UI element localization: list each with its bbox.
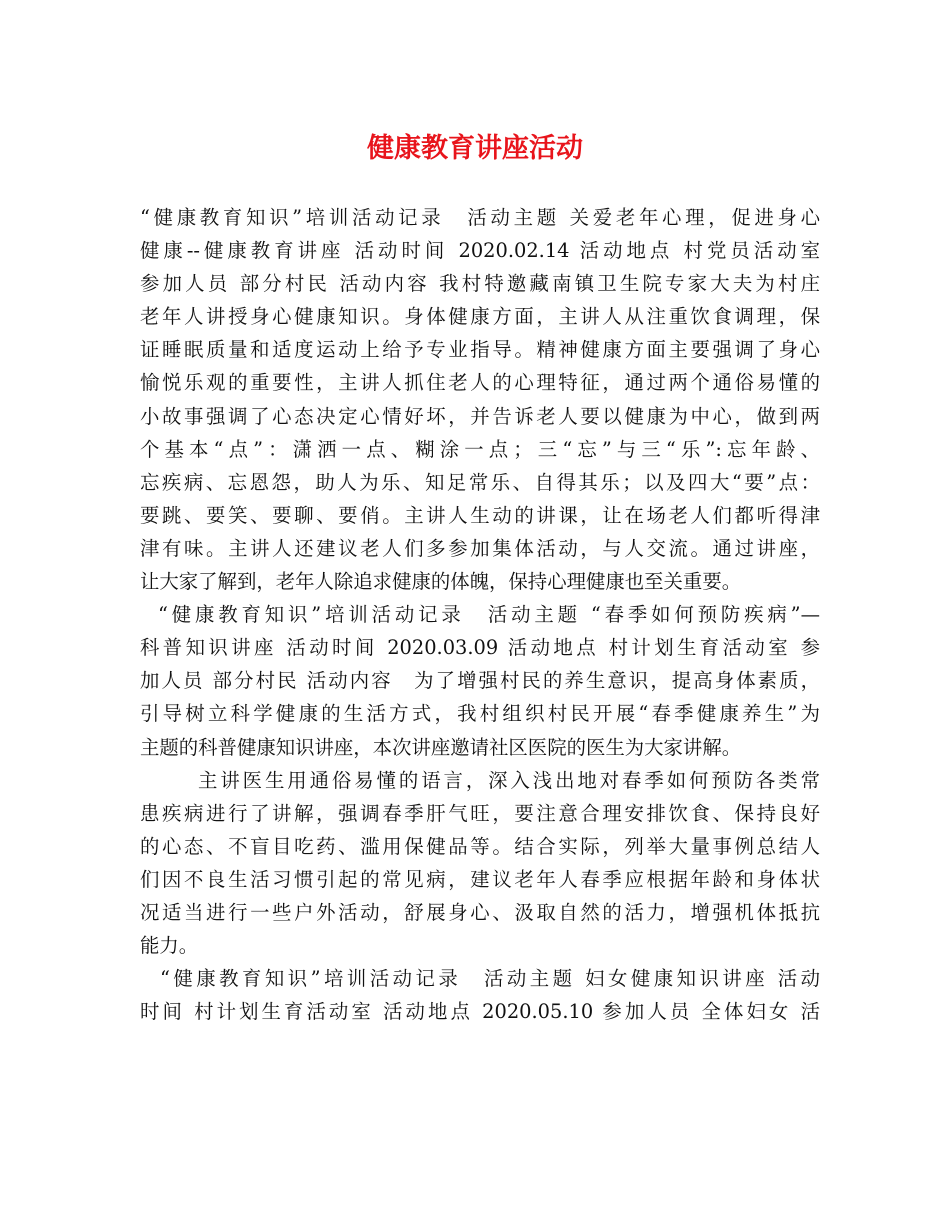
body-line: “健康教育知识”培训活动记录 活动主题 关爱老年心理，促进身心 [140, 206, 820, 229]
body-line: 时间 村计划生育活动室 活动地点 2020.05.10 参加人员 全体妇女 活 [140, 1000, 820, 1024]
body-line: 患疾病进行了讲解，强调春季肝气旺，要注意合理安排饮食、保持良好 [140, 801, 820, 825]
body-line: “健康教育知识”培训活动记录 活动主题 妇女健康知识讲座 活动 [160, 967, 820, 991]
body-line: 参加人员 部分村民 活动内容 我村特邀藏南镇卫生院专家大夫为村庄 [140, 272, 820, 296]
body-line: 津有味。主讲人还建议老人们多参加集体活动，与人交流。通过讲座， [140, 536, 820, 560]
document-body [140, 201, 820, 1028]
body-line: 个基本“点”：潇洒一点、糊涂一点；三“忘”与三“乐”:忘年龄、 [140, 437, 820, 461]
body-line: 能力。 [140, 934, 199, 958]
body-line: 况适当进行一些户外活动，舒展身心、汲取自然的活力，增强机体抵抗 [140, 900, 820, 924]
body-line: 健康--健康教育讲座 活动时间 2020.02.14 活动地点 村党员活动室 [140, 239, 820, 263]
body-line: 小故事强调了心态决定心情好坏，并告诉老人要以健康为中心，做到两 [140, 404, 820, 428]
document-title: 健康教育讲座活动 [367, 133, 583, 164]
body-line: 主题的科普健康知识讲座，本次讲座邀请社区医院的医生为大家讲解。 [140, 735, 742, 759]
body-line: “健康教育知识”培训活动记录 活动主题 “春季如何预防疾病”— [158, 603, 820, 627]
body-line: 要跳、要笑、要聊、要俏。主讲人生动的讲课，让在场老人们都听得津 [140, 503, 820, 527]
body-line: 引导树立科学健康的生活方式，我村组织村民开展“春季健康养生”为 [140, 702, 820, 726]
body-line: 让大家了解到，老年人除追求健康的体魄，保持心理健康也至关重要。 [140, 570, 742, 594]
body-line: 科普知识讲座 活动时间 2020.03.09 活动地点 村计划生育活动室 参 [140, 636, 820, 660]
body-line: 老年人讲授身心健康知识。身体健康方面，主讲人从注重饮食调理，保 [140, 305, 820, 329]
body-line: 的心态、不盲目吃药、滥用保健品等。结合实际，列举大量事例总结人 [140, 834, 820, 858]
body-line: 愉悦乐观的重要性，主讲人抓住老人的心理特征，通过两个通俗易懂的 [140, 371, 820, 395]
body-line: 证睡眠质量和适度运动上给予专业指导。精神健康方面主要强调了身心 [140, 338, 820, 362]
body-line: 忘疾病、忘恩怨，助人为乐、知足常乐、自得其乐；以及四大“要”点： [140, 470, 820, 494]
body-line: 们因不良生活习惯引起的常见病，建议老年人春季应根据年龄和身体状 [140, 867, 820, 891]
body-line: 主讲医生用通俗易懂的语言，深入浅出地对春季如何预防各类常 [198, 768, 820, 792]
body-line: 加人员 部分村民 活动内容 为了增强村民的养生意识，提高身体素质， [140, 669, 820, 693]
